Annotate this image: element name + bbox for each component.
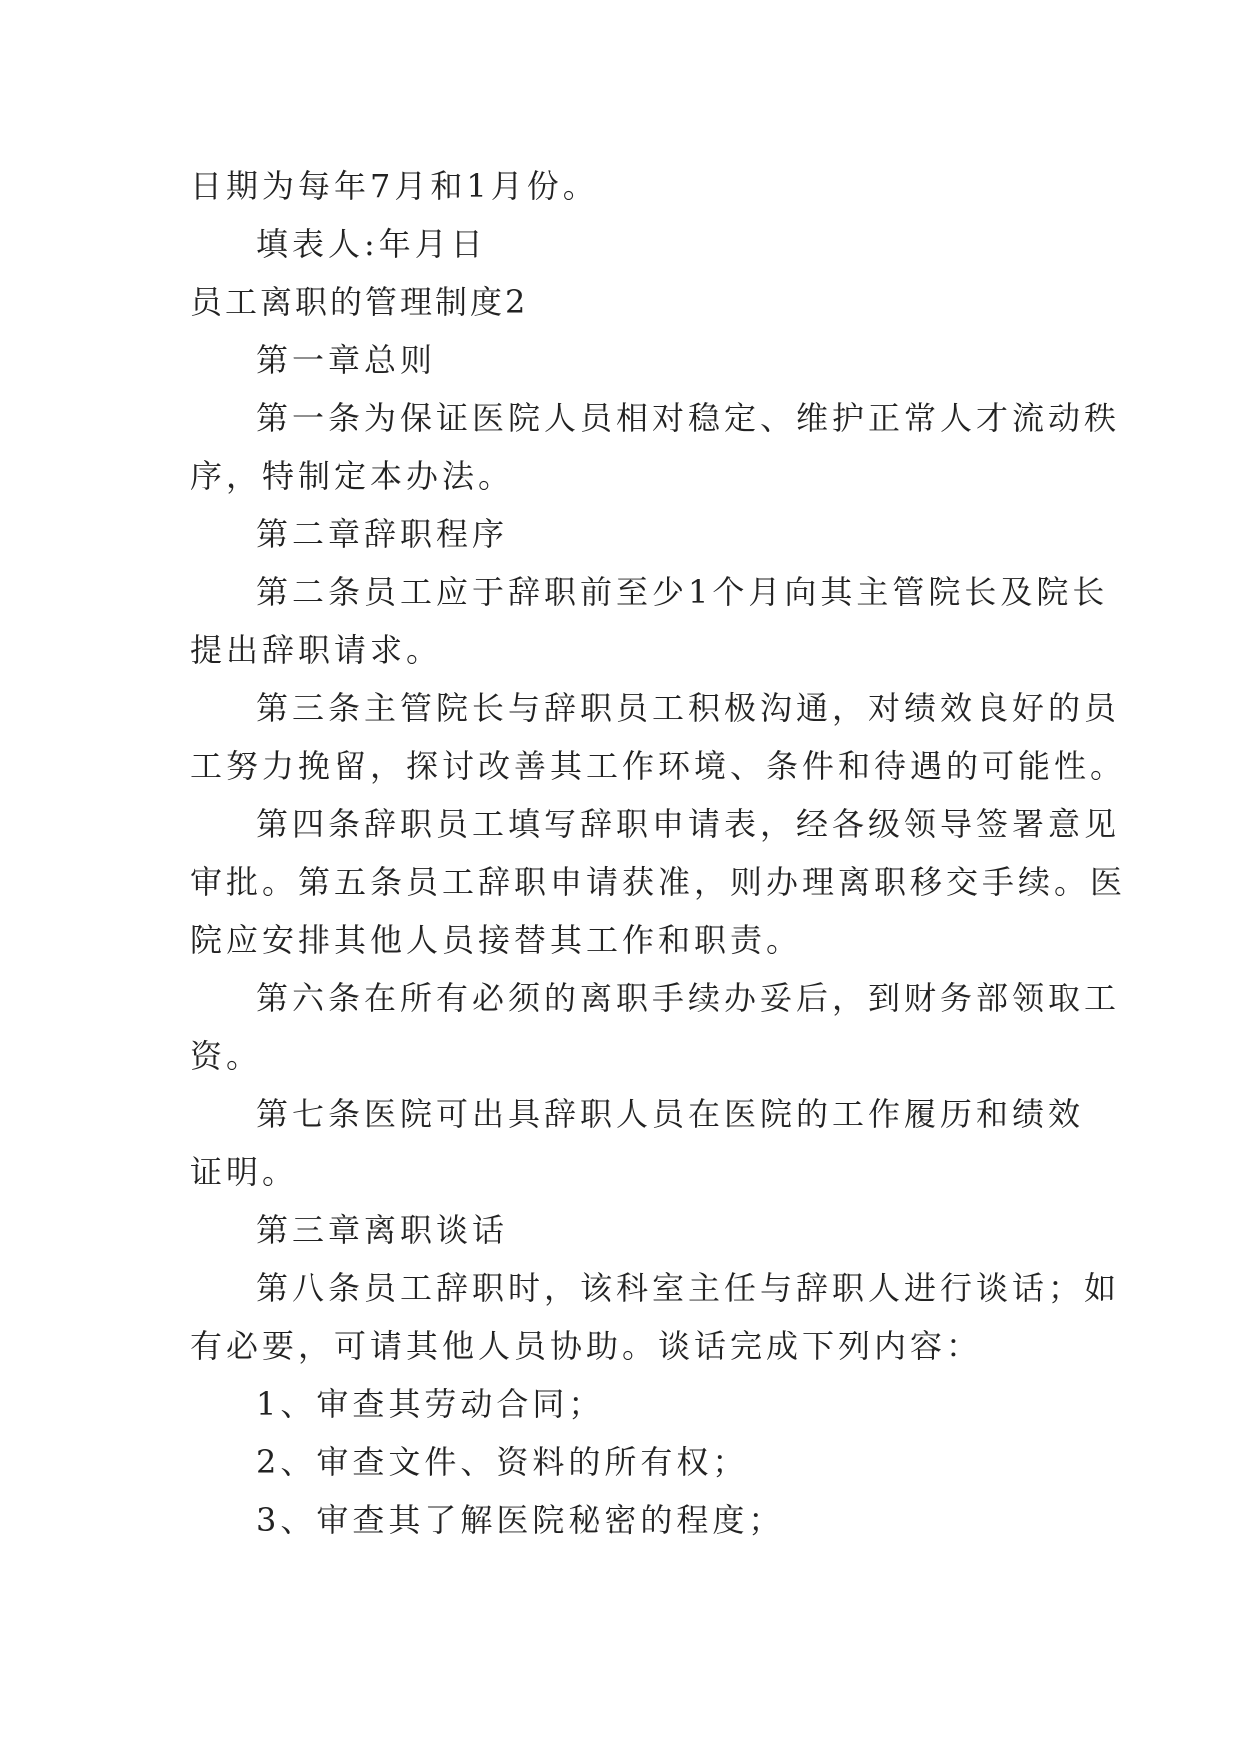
- chapter-heading: 第一章总则: [256, 341, 437, 379]
- article-line-continuation: 资。: [190, 1037, 263, 1075]
- article-line: 第四条辞职员工填写辞职申请表，经各级领导签署意见: [256, 805, 1121, 843]
- list-item: 2、审查文件、资料的所有权；: [256, 1443, 749, 1481]
- article-line: 第三条主管院长与辞职员工积极沟通，对绩效良好的员: [256, 689, 1121, 727]
- article-line-continuation: 工努力挽留，探讨改善其工作环境、条件和待遇的可能性。: [190, 747, 1127, 785]
- article-line-continuation: 提出辞职请求。: [190, 631, 443, 669]
- article-line-continuation: 院应安排其他人员接替其工作和职责。: [190, 921, 803, 959]
- list-item: 3、审查其了解医院秘密的程度；: [256, 1501, 785, 1539]
- article-line-continuation: 审批。第五条员工辞职申请获准，则办理离职移交手续。医: [190, 863, 1127, 901]
- article-line: 第八条员工辞职时，该科室主任与辞职人进行谈话；如: [256, 1269, 1121, 1307]
- section-title: 员工离职的管理制度2: [190, 283, 529, 321]
- paragraph-line: 日期为每年7月和1月份。: [190, 167, 599, 205]
- article-line-continuation: 证明。: [190, 1153, 299, 1191]
- article-line: 第一条为保证医院人员相对稳定、维护正常人才流动秩: [256, 399, 1121, 437]
- article-line: 第七条医院可出具辞职人员在医院的工作履历和绩效: [256, 1095, 1085, 1133]
- chapter-heading: 第三章离职谈话: [256, 1211, 509, 1249]
- list-item: 1、审查其劳动合同；: [256, 1385, 605, 1423]
- article-line-continuation: 有必要，可请其他人员协助。谈话完成下列内容：: [190, 1327, 983, 1365]
- chapter-heading: 第二章辞职程序: [256, 515, 509, 553]
- form-filler-line: 填表人:年月日: [256, 225, 487, 263]
- article-line-continuation: 序，特制定本办法。: [190, 457, 515, 495]
- article-line: 第二条员工应于辞职前至少1个月向其主管院长及院长: [256, 573, 1109, 611]
- article-line: 第六条在所有必须的离职手续办妥后，到财务部领取工: [256, 979, 1121, 1017]
- document-body: [190, 157, 1127, 1549]
